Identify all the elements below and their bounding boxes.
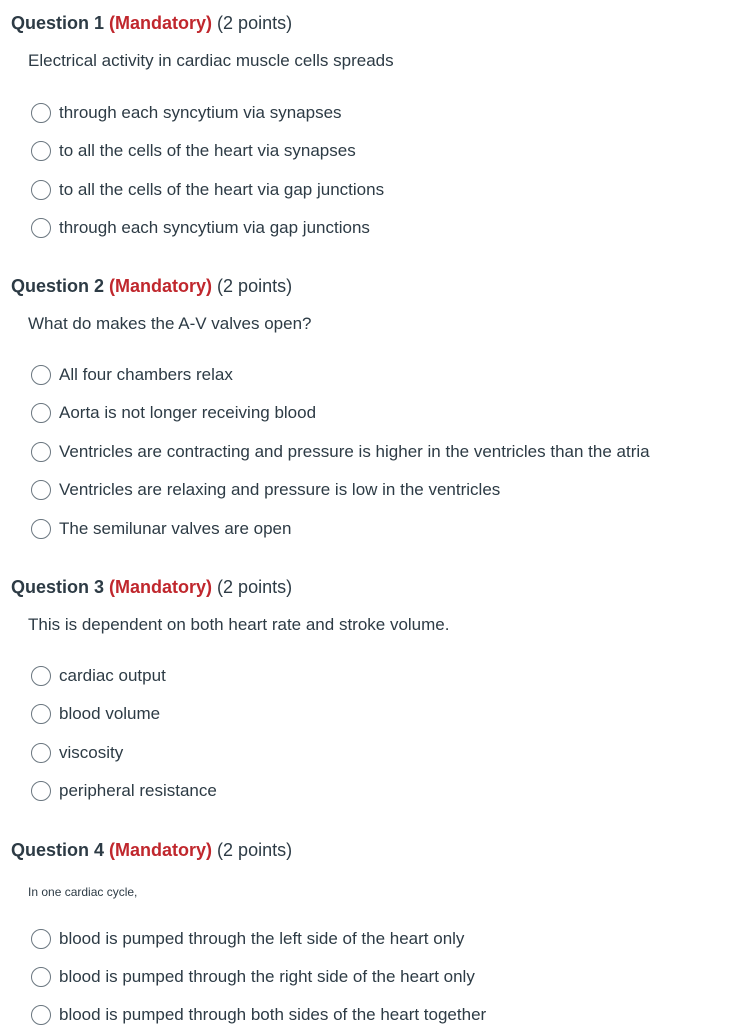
answer-label: through each syncytium via synapses bbox=[59, 103, 342, 122]
answer-label: blood volume bbox=[59, 704, 161, 723]
question-number: Question 2 bbox=[11, 276, 105, 296]
answer-option[interactable] bbox=[31, 1003, 486, 1027]
points-label: (2 points) bbox=[217, 577, 293, 597]
radio-button[interactable] bbox=[31, 1005, 51, 1025]
question-prompt: This is dependent on both heart rate and stroke volume. bbox=[28, 615, 450, 634]
answer-option[interactable] bbox=[31, 139, 356, 163]
radio-button[interactable] bbox=[31, 403, 51, 423]
mandatory-label: (Mandatory) bbox=[109, 577, 213, 597]
answer-label: blood is pumped through the left side of the heart only bbox=[59, 929, 465, 948]
radio-button[interactable] bbox=[31, 704, 51, 724]
answer-label: to all the cells of the heart via gap junctions bbox=[59, 180, 385, 199]
points-label: (2 points) bbox=[217, 840, 293, 860]
radio-button[interactable] bbox=[31, 365, 51, 385]
answer-label: to all the cells of the heart via synapses bbox=[59, 141, 356, 160]
radio-button[interactable] bbox=[31, 180, 51, 200]
answer-label: cardiac output bbox=[59, 666, 166, 685]
answer-option[interactable] bbox=[31, 779, 217, 803]
answer-label: viscosity bbox=[59, 743, 124, 762]
question-number: Question 3 bbox=[11, 577, 105, 597]
answer-option[interactable] bbox=[31, 517, 291, 541]
question-title bbox=[11, 839, 292, 861]
answer-label: through each syncytium via gap junctions bbox=[59, 218, 370, 237]
answer-option[interactable] bbox=[31, 965, 475, 989]
radio-button[interactable] bbox=[31, 480, 51, 500]
answer-option[interactable] bbox=[31, 440, 650, 464]
points-label: (2 points) bbox=[217, 13, 293, 33]
question-title bbox=[11, 576, 292, 598]
radio-button[interactable] bbox=[31, 519, 51, 539]
answer-label: peripheral resistance bbox=[59, 781, 217, 800]
radio-button[interactable] bbox=[31, 743, 51, 763]
answer-option[interactable] bbox=[31, 363, 233, 387]
answer-label: Ventricles are relaxing and pressure is low in the ventricles bbox=[59, 480, 501, 499]
answer-option[interactable] bbox=[31, 741, 123, 765]
answer-option[interactable] bbox=[31, 101, 342, 125]
mandatory-label: (Mandatory) bbox=[109, 13, 213, 33]
radio-button[interactable] bbox=[31, 218, 51, 238]
answer-option[interactable] bbox=[31, 664, 166, 688]
radio-button[interactable] bbox=[31, 929, 51, 949]
points-label: (2 points) bbox=[217, 276, 293, 296]
answer-label: blood is pumped through the right side of the heart only bbox=[59, 967, 475, 986]
answer-option[interactable] bbox=[31, 401, 316, 425]
question-title bbox=[11, 12, 292, 34]
radio-button[interactable] bbox=[31, 141, 51, 161]
radio-button[interactable] bbox=[31, 442, 51, 462]
mandatory-label: (Mandatory) bbox=[109, 840, 213, 860]
answer-option[interactable] bbox=[31, 478, 500, 502]
answer-option[interactable] bbox=[31, 178, 384, 202]
radio-button[interactable] bbox=[31, 103, 51, 123]
radio-button[interactable] bbox=[31, 967, 51, 987]
question-prompt: In one cardiac cycle, bbox=[28, 885, 138, 899]
radio-button[interactable] bbox=[31, 781, 51, 801]
question-title bbox=[11, 275, 292, 297]
answer-label: All four chambers relax bbox=[59, 365, 233, 384]
question-number: Question 4 bbox=[11, 840, 105, 860]
question-prompt: What do makes the A-V valves open? bbox=[28, 314, 312, 333]
mandatory-label: (Mandatory) bbox=[109, 276, 213, 296]
radio-button[interactable] bbox=[31, 666, 51, 686]
answer-label: Aorta is not longer receiving blood bbox=[59, 403, 317, 422]
answer-option[interactable] bbox=[31, 927, 464, 951]
answer-option[interactable] bbox=[31, 702, 160, 726]
question-number: Question 1 bbox=[11, 13, 105, 33]
question-prompt: Electrical activity in cardiac muscle cells spreads bbox=[28, 51, 394, 70]
answer-label: The semilunar valves are open bbox=[59, 519, 292, 538]
answer-option[interactable] bbox=[31, 216, 370, 240]
answer-label: blood is pumped through both sides of the heart together bbox=[59, 1005, 487, 1024]
answer-label: Ventricles are contracting and pressure is higher in the ventricles than the atria bbox=[59, 442, 650, 461]
